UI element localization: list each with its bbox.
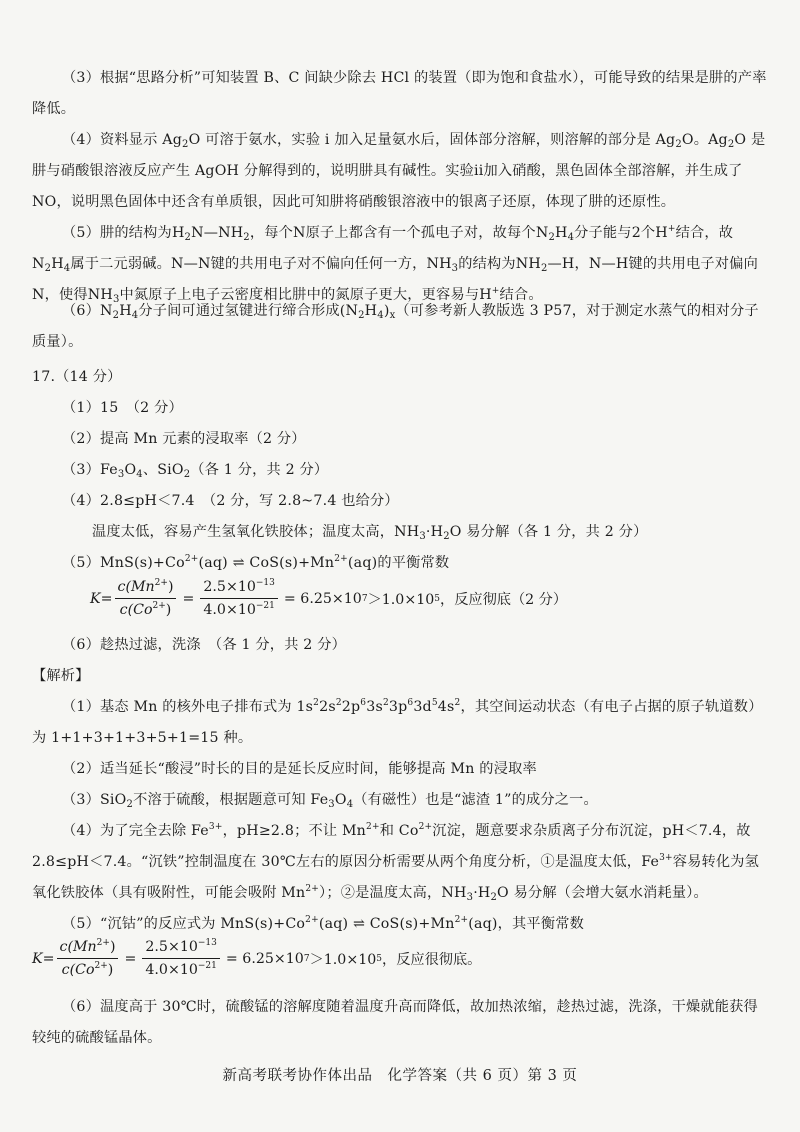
analysis-3: （3）SiO$_2$不溶于硫酸，根据题意可知 $Fe_3O_4$（有磁性）也是“滤渣 1”的成分之一。 bbox=[62, 792, 598, 810]
analysis-5: （5）“沉钴”的反应式为 $MnS(s)+Co^{2+}(aq)$ ⇌ $CoS(s)+Mn^{2+}(aq)$，其平衡常数 bbox=[62, 915, 584, 932]
analysis-title: 【解析】 bbox=[32, 668, 90, 684]
q17-answer-2: （2）提高 Mn 元素的浸取率（2 分） bbox=[62, 431, 306, 447]
q17-answer-6: （6）趁热过滤，洗涤 （各 1 分，共 2 分） bbox=[62, 637, 347, 653]
analysis-4: （4）为了完全去除 $Fe^{3+}$，pH≥2.8；不让 $Mn^{2+}$和 $Co^{2+}$沉淀，题意要求杂质离子分布沉淀，pH＜7.4，故 2.8≤pH＜7.4。“沉铁”控制温度在 30℃左右的原因分析需要从两个角度分析，①是温度太低，$Fe^{3+}$容易转化为氢氧化铁胶体（具有吸附性，可能会吸附 $Mn^{2+}$）；②是温度太高，$NH_3\cdot H_2O$ 易分解（会增大氨水消耗量）。 bbox=[32, 822, 760, 903]
q17-header: 17.（14 分） bbox=[32, 369, 122, 385]
q16-part5: （5）肼的结构为$H_2N—NH_2$，每个N原子上都含有一个孤电子对，故每个$N_2H_4$分子能与2个H+结合，故$N_2H_4$属于二元弱碱。N—N键的共用电子对不偏向任何一方，$NH_3$的结构为$NH_2—H$，N—H键的共用电子对偏向N，使得$NH_3$中氮原子上电子云密度相比肼中的氮原子更大，更容易与H+结合。 bbox=[32, 224, 758, 305]
q17-answer-5: $(5)MnS(s)+Co^{2+}(aq)$ ⇌ $CoS(s)+Mn^{2+}(aq)$的平衡常数 bbox=[62, 554, 450, 571]
q16-part3-text: （3）根据“思路分析”可知装置 B、C 间缺少除去 HCl 的装置（即为饱和食盐水），可能导致的结果是肼的产率降低。 bbox=[32, 70, 767, 117]
q17-answer-4: （4）2.8≤pH＜7.4 （2 分，写 2.8~7.4 也给分） bbox=[62, 493, 399, 509]
q17-answer-1: （1）15 （2 分） bbox=[62, 400, 183, 416]
k-formula-analysis: K= $\frac{c(Mn^{2+})}{c(Co^{2+})}$ = $\frac{2.5\times 10^{-13}}{4.0\times 10^{-21}}$ = 6.25×10 7 ＞1.0×10 5 ， 反应很彻底。 bbox=[32, 938, 482, 978]
q16-part3 bbox=[32, 63, 770, 125]
q16-part6: $(6)N_2H_4$分子间可通过氢键进行缔合形成$(N_2H_4)_x$（可参考新人教版选 3 P57，对于测定水蒸气的相对分子质量）。 bbox=[32, 303, 759, 350]
page-footer: 新高考联考协作体出品 化学答案（共 6 页）第 3 页 bbox=[222, 1068, 578, 1084]
analysis-6: （6）温度高于 30℃时，硫酸锰的溶解度随着温度升高而降低，故加热浓缩，趁热过滤，洗涤，干燥就能获得较纯的硫酸锰晶体。 bbox=[32, 999, 758, 1046]
q17-answer-4b: 温度太低，容易产生氢氧化铁胶体；温度太高，$NH_3\cdot H_2O$ 易分解（各 1 分，共 2 分） bbox=[92, 524, 648, 542]
q16-part4: （4）资料显示 $Ag_2O$ 可溶于氨水，实验 i 加入足量氨水后，固体部分溶解，则溶解的部分是 $Ag_2O$。$Ag_2O$ 是肼与硝酸银溶液反应产生 AgOH 分解得到的，说明肼具有碱性。实验ii加入硝酸，黑色固体全部溶解，并生成了 NO，说明黑色固体中还含有单质银，因此可知肼将硝酸银溶液中的银离子还原，体现了肼的还原性。 bbox=[32, 132, 766, 210]
k-formula-answer: K= $\frac{c(Mn^{2+})}{c(Co^{2+})}$ = $\frac{2.5\times 10^{-13}}{4.0\times 10^{-21}}$ = 6.25×10 7 ＞1.0×10 5 ， 反应彻底（2 分） bbox=[90, 578, 568, 618]
q17-answer-3: $(3)Fe_3O_4$、SiO$_2$（各 1 分，共 2 分） bbox=[62, 462, 329, 480]
analysis-2: （2）适当延长“酸浸”时长的目的是延长反应时间，能够提高 Mn 的浸取率 bbox=[62, 761, 537, 777]
analysis-1: （1）基态 Mn 的核外电子排布式为 $1s^22s^22p^63s^23p^63d^54s^2$，其空间运动状态（有电子占据的原子轨道数）为 1+1+3+1+3+5+1=15 种。 bbox=[32, 698, 763, 746]
